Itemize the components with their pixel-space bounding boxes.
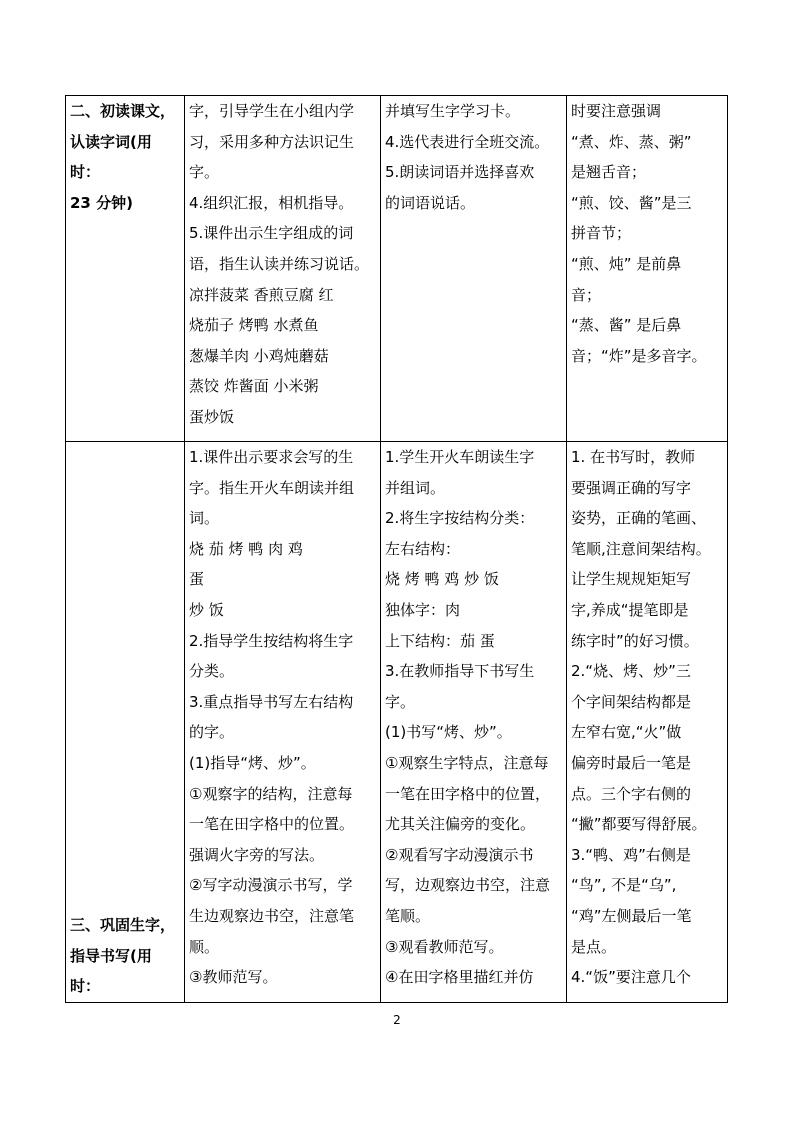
notes-cell: [567, 96, 728, 442]
text-line: 词。: [189, 509, 220, 528]
stage-line: 认读字词(用时：: [70, 132, 152, 182]
stage-line: 指导书写(用时：: [70, 946, 152, 996]
text-line: 习，采用多种方法识记生: [189, 132, 355, 151]
text-line: 1. 在书写时，教师: [571, 448, 696, 466]
text-line: “鸡”左侧最后一笔: [571, 906, 692, 925]
text-line: 炒 饭: [189, 600, 224, 619]
text-line: “蒸、酱” 是后鼻: [571, 316, 682, 335]
student-activity-cell: [381, 442, 567, 1003]
teacher-activity-cell: [185, 96, 381, 442]
text-line: 时要注意强调: [571, 102, 662, 120]
text-line: 是翘舌音；: [571, 163, 647, 182]
text-line: “煮、炸、蒸、粥”: [571, 132, 692, 151]
table-row: [66, 442, 728, 1003]
text-line: 2.“烧、烤、炒”三: [571, 662, 691, 681]
text-line: (1)指导“烤、炒”。: [189, 753, 316, 772]
text-line: 1.课件出示要求会写的生: [189, 448, 354, 466]
text-line: 5.朗读词语并选择喜欢: [385, 163, 535, 182]
lesson-plan-table: [65, 95, 728, 1003]
text-line: 要强调正确的写字: [571, 478, 692, 497]
text-line: 的词语说话。: [385, 193, 476, 212]
text-line: 凉拌菠菜 香煎豆腐 红: [189, 285, 334, 304]
text-line: 左右结构：: [385, 539, 461, 558]
table-row: [66, 96, 728, 442]
text-line: 字，引导学生在小组内学: [189, 102, 355, 120]
text-line: “撇”都要写得舒展。: [571, 815, 707, 834]
text-line: “煎、饺、酱”是三: [571, 193, 692, 212]
text-line: 2.指导学生按结构将生字: [189, 631, 354, 650]
text-line: 4.“饭”要注意几个: [571, 968, 691, 987]
text-line: 烧 烤 鸭 鸡 炒 饭: [385, 570, 499, 589]
text-line: 让学生规规矩矩写: [571, 570, 692, 589]
text-line: 3.重点指导书写左右结构: [189, 692, 354, 711]
text-line: 一笔在田字格中的位置，: [385, 784, 551, 803]
text-line: 3.“鸭、鸡”右侧是: [571, 845, 691, 864]
text-line: 偏旁时最后一笔是: [571, 753, 692, 772]
text-line: 写，边观察边书空，注意: [385, 876, 551, 895]
text-line: 个字间架结构都是: [571, 692, 692, 711]
teacher-activity-cell: [185, 442, 381, 1003]
page-number: 2: [393, 1013, 401, 1027]
text-line: 2.将生字按结构分类：: [385, 509, 535, 528]
text-line: 分类。: [189, 662, 235, 681]
text-line: 练字时”的好习惯。: [571, 631, 699, 650]
text-line: ②写字动漫演示书写，学: [189, 876, 353, 895]
text-line: 4.选代表进行全班交流。: [385, 132, 550, 151]
text-line: ②观看写字动漫演示书: [385, 845, 534, 864]
text-line: ①观察字的结构，注意每: [189, 784, 353, 803]
stage-line: 23 分钟): [70, 193, 133, 212]
text-line: (1)书写“烤、炒”。: [385, 723, 512, 742]
text-line: 字。指生开火车朗读并组: [189, 478, 355, 497]
text-line: 生边观察边书空，注意笔: [189, 906, 355, 925]
text-line: 上下结构：茄 蛋: [385, 631, 495, 650]
text-line: 烧茄子 烤鸭 水煮鱼: [189, 316, 319, 335]
text-line: 一笔在田字格中的位置。: [189, 815, 355, 834]
text-line: 5.课件出示生字组成的词: [189, 224, 354, 243]
text-line: 1.学生开火车朗读生字: [385, 448, 535, 466]
text-line: 拼音节；: [571, 224, 632, 243]
student-activity-cell: [381, 96, 567, 442]
text-line: 3.在教师指导下书写生: [385, 662, 535, 681]
text-line: 4.组织汇报，相机指导。: [189, 193, 354, 212]
text-line: 并组词。: [385, 478, 446, 497]
text-line: ①观察生字特点，注意每: [385, 753, 549, 772]
text-line: 强调火字旁的写法。: [189, 845, 325, 864]
stage-line: 三、巩固生字，: [70, 916, 176, 935]
text-line: 并填写生字学习卡。: [385, 102, 521, 120]
text-line: 顺。: [189, 937, 220, 956]
text-line: 笔顺,注意间架结构。: [571, 539, 711, 558]
text-line: 字。: [189, 163, 220, 182]
text-line: 音；“炸”是多音字。: [571, 346, 707, 365]
text-line: 音；: [571, 285, 602, 304]
text-line: 是点。: [571, 937, 617, 956]
text-line: 葱爆羊肉 小鸡炖蘑菇: [189, 346, 329, 365]
text-line: 烧 茄 烤 鸭 肉 鸡: [189, 539, 303, 558]
text-line: 点。三个字右侧的: [571, 784, 692, 803]
text-line: 蛋炒饭: [189, 407, 235, 426]
text-line: 蒸饺 炸酱面 小米粥: [189, 377, 319, 396]
text-line: 蛋: [189, 570, 205, 589]
text-line: 字,养成“提笔即是: [571, 600, 689, 619]
stage-cell: [66, 96, 185, 442]
text-line: 语，指生认读并练习说话。: [189, 254, 370, 273]
text-line: 尤其关注偏旁的变化。: [385, 815, 536, 834]
notes-cell: [567, 442, 728, 1003]
text-line: 笔顺。: [385, 906, 431, 925]
stage-cell: [66, 442, 185, 1003]
text-line: ③教师范写。: [189, 968, 278, 987]
text-line: 姿势，正确的笔画、: [571, 509, 707, 528]
text-line: “鸟”, 不是“乌”,: [571, 876, 677, 895]
text-line: 独体字：肉: [385, 600, 461, 619]
stage-line: 二、初读课文，: [70, 102, 176, 120]
text-line: 字。: [385, 692, 416, 711]
text-line: ④在田字格里描红并仿: [385, 968, 534, 987]
text-line: “煎、炖” 是前鼻: [571, 254, 682, 273]
text-line: ③观看教师范写。: [385, 937, 504, 956]
text-line: 左窄右宽,“火”做: [571, 723, 682, 742]
text-line: 的字。: [189, 723, 235, 742]
